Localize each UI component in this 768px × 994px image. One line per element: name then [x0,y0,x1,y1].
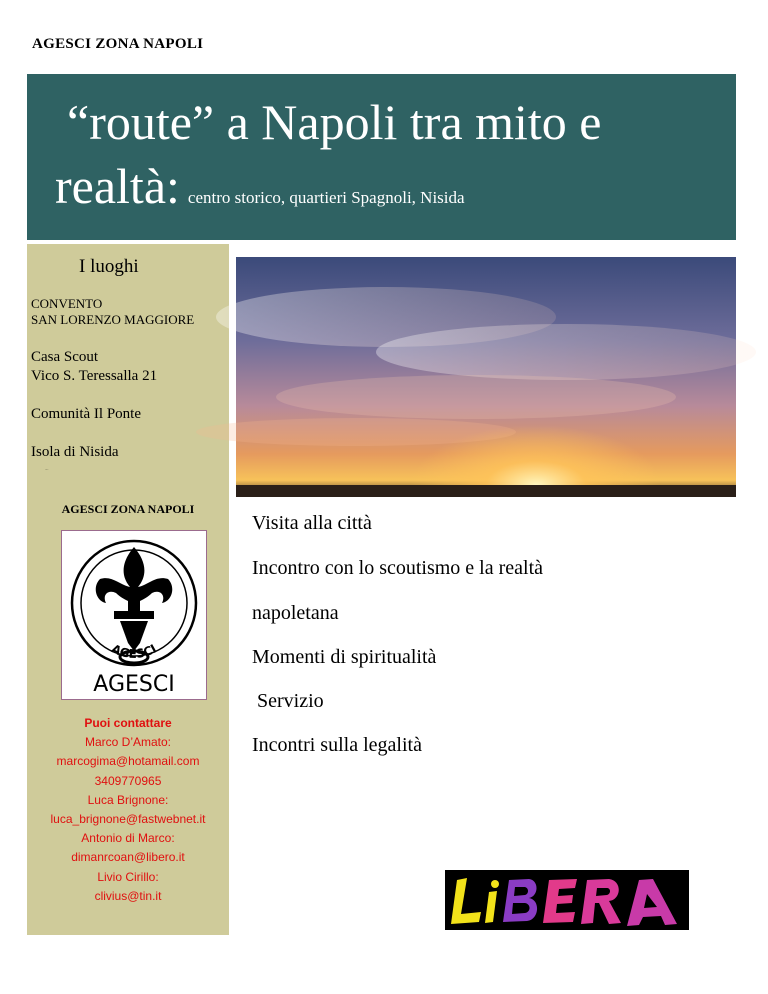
contact-line: luca_brignone@fastwebnet.it [50,812,206,827]
activity-item: napoletana [252,602,339,624]
place-line: CONVENTO [31,296,103,311]
sidebar-title: I luoghi [79,256,139,277]
contact-line: Luca Brignone: [87,792,169,807]
activity-item: Incontri sulla legalità [252,734,422,756]
banner-title-word: realtà: [55,158,180,214]
place-convento [31,296,194,328]
banner-title-line2 [55,158,465,226]
agesci-emblem-icon [62,531,206,699]
title-banner [27,74,736,240]
activity-item: Servizio [252,690,324,712]
place-line: Casa Scout [31,349,99,365]
place-casa-scout [31,348,157,386]
place-line: Vico S. Teressalla 21 [31,368,158,384]
logo-text: AGESCI [93,672,175,697]
places-sidebar [27,244,229,935]
logo-ring-text: AGESCI [109,641,159,661]
contact-line: dimanrcoan@libero.it [71,850,185,865]
sunset-photo [236,257,736,497]
libera-text: LiBERA [45,470,49,471]
banner-subtitle: centro storico, quartieri Spagnoli, Nisida [187,188,465,207]
contact-line: Antonio di Marco: [81,831,175,846]
contact-line: 3409770965 [94,773,162,788]
contact-line: Livio Cirillo: [97,869,159,884]
contact-heading: Puoi contattare [84,716,172,730]
place-nisida: Isola di Nisida [31,444,119,460]
contact-list [27,714,229,906]
activity-item: Incontro con lo scoutismo e la realtà [252,557,544,579]
banner-title-line1: “route” a Napoli tra mito e [67,94,602,150]
place-line: SAN LORENZO MAGGIORE [31,312,195,327]
contact-line: clivius@tin.it [94,888,162,903]
agesci-logo [61,530,207,700]
header-label: AGESCI ZONA NAPOLI [32,36,204,52]
activity-item: Visita alla città [252,512,372,534]
place-comunita: Comunità Il Ponte [31,406,141,422]
zone-label: AGESCI ZONA NAPOLI [61,502,195,516]
contact-line: Marco D’Amato: [84,735,172,750]
contact-line: marcogima@hotamail.com [56,754,200,769]
activity-item: Momenti di spiritualità [252,646,437,668]
